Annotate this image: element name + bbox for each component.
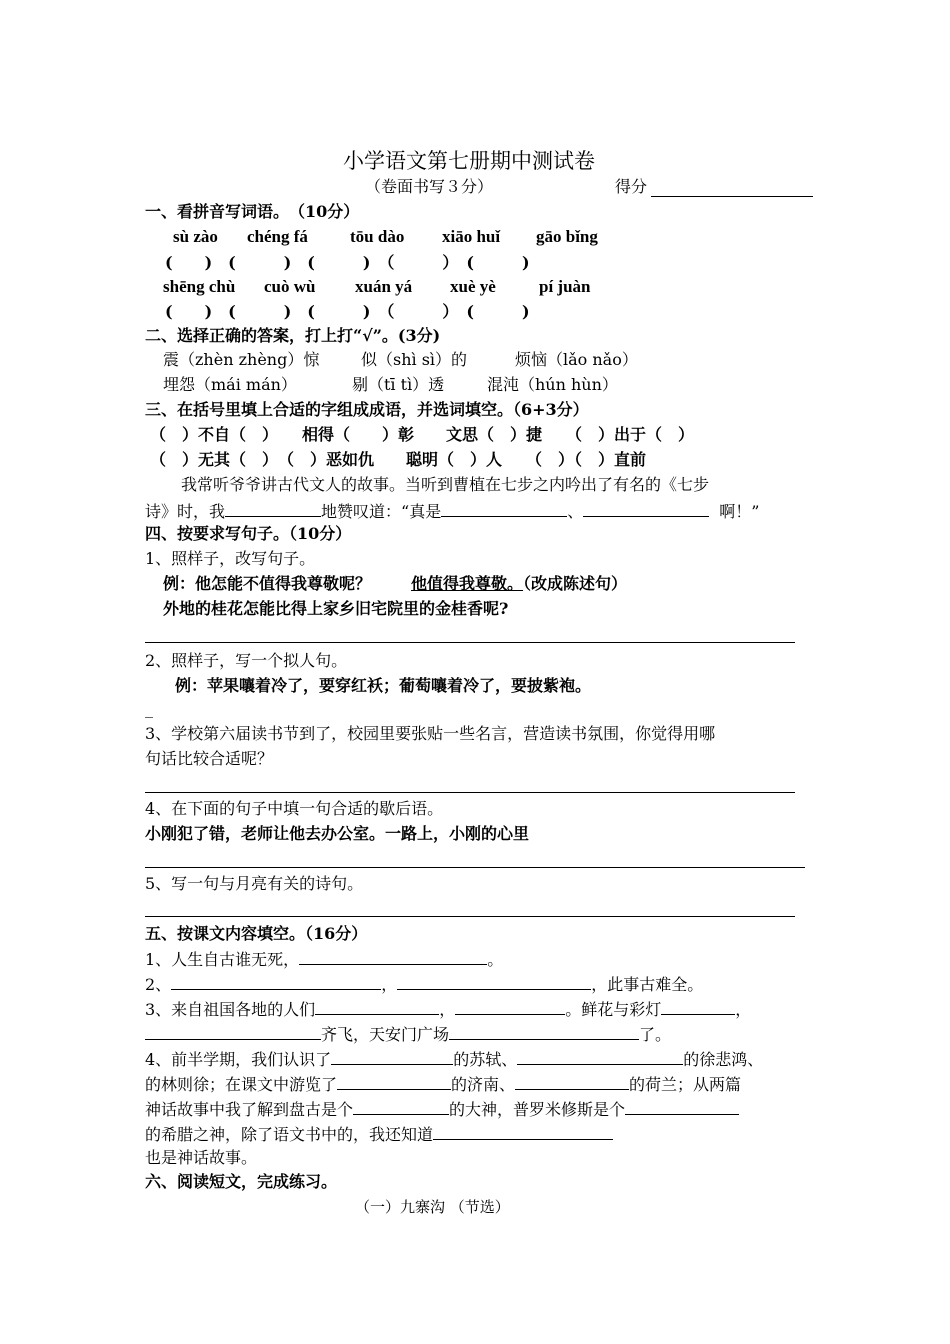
text: 的林则徐；在课文中游览了 — [145, 1075, 338, 1094]
blank[interactable] — [455, 996, 565, 1015]
blank[interactable] — [337, 1071, 451, 1090]
blank[interactable] — [145, 1021, 321, 1040]
passage-title: （一）九寨沟 （节选） — [355, 1198, 510, 1216]
example-answer: 他值得我尊敬。 — [411, 574, 524, 593]
blank[interactable] — [517, 1046, 683, 1065]
text: 的希腊之神，除了语文书中的，我还知道 — [145, 1125, 434, 1144]
blank[interactable] — [315, 996, 439, 1015]
section5-heading: 五、按课文内容填空。（16分） — [145, 924, 368, 943]
text: ， — [381, 975, 398, 994]
blank[interactable] — [625, 1096, 739, 1115]
choice-item[interactable]: 埋怨（mái mán） — [163, 375, 297, 394]
section6-heading: 六、阅读短文，完成练习。 — [145, 1172, 338, 1191]
pinyin: xuán yá — [355, 277, 413, 296]
page-title: 小学语文第七册期中测试卷 — [343, 149, 595, 173]
text: 的苏轼、 — [453, 1050, 518, 1069]
text: 。 — [487, 950, 504, 969]
idiom-row[interactable]: （ ）不自（ ） 相得（ ）彰 文思（ ）捷 （ ）出于（ ） — [150, 425, 695, 444]
text: 、 — [567, 502, 584, 521]
blank[interactable] — [353, 1096, 449, 1115]
text: 4、前半学期，我们认识了 — [145, 1050, 332, 1069]
blank[interactable] — [449, 1021, 639, 1040]
text: 齐飞，天安门广场 — [321, 1025, 450, 1044]
fill-sentence — [145, 946, 503, 972]
text: 啊！” — [719, 502, 760, 521]
fill-sentence — [145, 971, 703, 997]
fill-sentence — [145, 498, 759, 524]
blank[interactable] — [171, 971, 381, 990]
blank[interactable] — [661, 996, 735, 1015]
example-note: （改成陈述句） — [523, 574, 628, 593]
text: ， — [735, 1000, 752, 1019]
fill-sentence — [145, 1071, 741, 1097]
answer-line[interactable] — [145, 642, 795, 643]
example-text: 例：他怎能不值得我尊敬呢？ — [163, 574, 372, 593]
answer-parens[interactable]: ( ) ( ) ( ) （ ） ( ) — [165, 302, 530, 321]
paragraph-line: 我常听爷爷讲古代文人的故事。当听到曹植在七步之内吟出了有名的《七步 — [181, 475, 710, 494]
choice-item[interactable]: 烦恼（lǎo nǎo） — [515, 350, 638, 369]
blank[interactable] — [433, 1121, 613, 1140]
question: 1、照样子，改写句子。 — [145, 549, 316, 568]
question: 5、写一句与月亮有关的诗句。 — [145, 874, 364, 893]
fill-sentence — [145, 1096, 739, 1122]
pinyin: gāo bǐng — [536, 227, 598, 246]
blank[interactable] — [397, 971, 591, 990]
question: 句话比较合适呢？ — [145, 749, 274, 768]
fill-sentence — [145, 1046, 763, 1072]
answer-line[interactable] — [145, 867, 805, 868]
fill-sentence — [145, 1121, 613, 1147]
fill-sentence — [145, 1021, 671, 1047]
question: 2、照样子，写一个拟人句。 — [145, 651, 348, 670]
text: 的荷兰；从两篇 — [629, 1075, 742, 1094]
mark: _ — [145, 699, 153, 718]
blank[interactable] — [583, 498, 709, 517]
pinyin: pí juàn — [539, 277, 591, 296]
text: 。鲜花与彩灯 — [565, 1000, 662, 1019]
blank[interactable] — [331, 1046, 453, 1065]
task-sentence: 小刚犯了错，老师让他去办公室。一路上，小刚的心里 — [145, 824, 530, 843]
pinyin: shēng chù — [163, 277, 236, 296]
question: 4、在下面的句子中填一句合适的歇后语。 — [145, 799, 444, 818]
text: ， — [439, 1000, 456, 1019]
example: 例：苹果嚷着冷了，要穿红袄；葡萄嚷着冷了，要披紫袍。 — [175, 676, 592, 695]
answer-line[interactable] — [145, 792, 795, 793]
pinyin: chéng fá — [247, 227, 308, 246]
fill-sentence — [145, 996, 751, 1022]
choice-item[interactable]: 混沌（hún hùn） — [487, 375, 618, 394]
section1-heading: 一、看拼音写词语。 （10分） — [145, 202, 360, 221]
choice-item[interactable]: 似（shì sì）的 — [361, 350, 468, 369]
text: 了。 — [639, 1025, 672, 1044]
pinyin: tōu dào — [350, 227, 405, 246]
text: ，此事古难全。 — [591, 975, 704, 994]
pinyin: sù zào — [173, 227, 218, 246]
answer-parens[interactable]: ( ) ( ) ( ) （ ） ( ) — [165, 253, 530, 272]
text: 的济南、 — [451, 1075, 516, 1094]
section2-heading: 二、选择正确的答案，打上打“√”。(3分) — [145, 326, 441, 345]
pinyin: xiāo huǐ — [442, 227, 501, 246]
text: 1、人生自古谁无死， — [145, 950, 300, 969]
text: 3、来自祖国各地的人们 — [145, 1000, 316, 1019]
subtitle: （卷面书写３分） — [365, 177, 494, 196]
section3-heading: 三、在括号里填上合适的字组成成语，并选词填空。（6+3分） — [145, 400, 589, 419]
blank[interactable] — [225, 498, 321, 517]
choice-item[interactable]: 震（zhèn zhèng）惊 — [163, 350, 320, 369]
pinyin: cuò wù — [264, 277, 316, 296]
text: 诗》时，我 — [145, 502, 226, 521]
blank[interactable] — [441, 498, 567, 517]
pinyin: xuè yè — [450, 277, 496, 296]
text: 地赞叹道：“真是 — [321, 502, 442, 521]
choice-item[interactable]: 剔（tī tì）透 — [352, 375, 445, 394]
score-label: 得分 — [615, 177, 648, 196]
example — [163, 572, 627, 596]
section4-heading: 四、按要求写句子。（10分） — [145, 524, 352, 543]
text: 2、 — [145, 975, 172, 994]
blank[interactable] — [515, 1071, 629, 1090]
score-blank[interactable] — [651, 196, 813, 197]
blank[interactable] — [299, 946, 487, 965]
answer-line[interactable] — [145, 916, 795, 917]
question: 3、学校第六届读书节到了，校园里要张贴一些名言，营造读书氛围，你觉得用哪 — [145, 724, 716, 743]
idiom-row[interactable]: （ ）无其（ ） （ ）恶如仇 聪明（ ）人 （ ）（ ）直前 — [150, 450, 647, 469]
text: 神话故事中我了解到盘古是个 — [145, 1100, 354, 1119]
text: 的大神，普罗米修斯是个 — [449, 1100, 626, 1119]
text: 的徐悲鸿、 — [683, 1050, 764, 1069]
task-sentence: 外地的桂花怎能比得上家乡旧宅院里的金桂香呢? — [163, 599, 509, 618]
paragraph-line: 也是神话故事。 — [145, 1148, 258, 1167]
